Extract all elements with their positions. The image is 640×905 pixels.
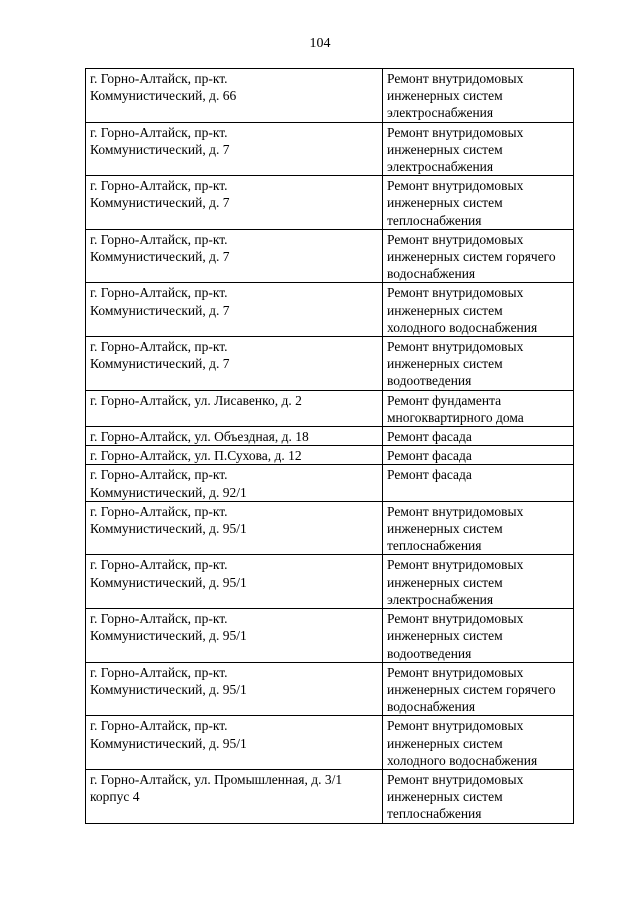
table-row [86, 337, 574, 391]
table-row [86, 176, 574, 230]
table-row [86, 501, 574, 555]
address-cell [86, 390, 383, 426]
work-type-text: Ремонт внутридомовых инженерных систем холодного водоснабжения [387, 285, 538, 335]
work-type-text: Ремонт фасада [387, 467, 472, 483]
table-row [86, 427, 574, 446]
table-row [86, 465, 574, 501]
address-text: г. Горно-Алтайск, пр-кт. Коммунистический, д. 92/1 [90, 467, 247, 500]
address-cell [86, 716, 383, 770]
address-text: г. Горно-Алтайск, ул. Объездная, д. 18 [90, 429, 309, 445]
work-type-text: Ремонт внутридомовых инженерных систем водоотведения [387, 339, 524, 389]
work-type-text: Ремонт внутридомовых инженерных систем электроснабжения [387, 124, 524, 175]
work-type-text: Ремонт фасада [387, 448, 472, 464]
table-row [86, 283, 574, 337]
table-row [86, 769, 574, 823]
work-type-cell [383, 176, 574, 230]
address-text: г. Горно-Алтайск, ул. Промышленная, д. 3/1 корпус 4 [90, 771, 343, 805]
address-cell [86, 446, 383, 465]
address-text: г. Горно-Алтайск, пр-кт. Коммунистический, д. 7 [90, 285, 230, 318]
address-text: г. Горно-Алтайск, пр-кт. Коммунистический, д. 95/1 [90, 718, 247, 751]
work-type-cell [383, 716, 574, 770]
work-type-cell [383, 427, 574, 446]
address-cell [86, 662, 383, 716]
address-cell [86, 122, 383, 176]
work-type-text: Ремонт фундамента многоквартирного дома [387, 392, 524, 425]
work-type-text: Ремонт внутридомовых инженерных систем холодного водоснабжения [387, 718, 538, 768]
table-row [86, 662, 574, 716]
address-cell [86, 283, 383, 337]
work-type-text: Ремонт внутридомовых инженерных систем электроснабжения [387, 71, 524, 121]
work-type-text: Ремонт внутридомовых инженерных систем теплоснабжения [387, 771, 524, 822]
page-number: 104 [309, 36, 331, 51]
work-type-text: Ремонт внутридомовых инженерных систем горячего водоснабжения [387, 664, 556, 715]
work-type-text: Ремонт внутридомовых инженерных систем теплоснабжения [387, 178, 524, 228]
table-row [86, 229, 574, 283]
table-row [86, 716, 574, 770]
work-type-cell [383, 465, 574, 501]
address-text: г. Горно-Алтайск, пр-кт. Коммунистический, д. 7 [90, 124, 230, 157]
address-cell [86, 337, 383, 391]
address-cell [86, 501, 383, 555]
work-type-text: Ремонт фасада [387, 429, 472, 445]
table-row [86, 122, 574, 176]
work-type-cell [383, 501, 574, 555]
work-type-cell [383, 229, 574, 283]
work-type-cell [383, 769, 574, 823]
address-cell [86, 609, 383, 663]
work-type-cell [383, 69, 574, 123]
work-type-text: Ремонт внутридомовых инженерных систем электроснабжения [387, 557, 524, 607]
table-row [86, 390, 574, 426]
work-type-cell [383, 555, 574, 609]
address-cell [86, 555, 383, 609]
work-type-cell [383, 283, 574, 337]
address-cell [86, 769, 383, 823]
address-cell [86, 69, 383, 123]
work-type-cell [383, 662, 574, 716]
work-type-text: Ремонт внутридомовых инженерных систем теплоснабжения [387, 503, 524, 554]
table-row [86, 69, 574, 123]
work-type-text: Ремонт внутридомовых инженерных систем водоотведения [387, 611, 524, 661]
address-text: г. Горно-Алтайск, пр-кт. Коммунистический, д. 95/1 [90, 664, 247, 697]
work-type-cell [383, 337, 574, 391]
address-text: г. Горно-Алтайск, пр-кт. Коммунистический, д. 95/1 [90, 557, 247, 590]
address-text: г. Горно-Алтайск, пр-кт. Коммунистический, д. 66 [90, 71, 237, 104]
work-type-cell [383, 122, 574, 176]
address-text: г. Горно-Алтайск, ул. Лисавенко, д. 2 [90, 392, 302, 408]
works-table [85, 68, 574, 824]
address-cell [86, 465, 383, 501]
address-text: г. Горно-Алтайск, пр-кт. Коммунистический, д. 95/1 [90, 611, 247, 644]
table-row [86, 555, 574, 609]
table-row [86, 446, 574, 465]
address-text: г. Горно-Алтайск, ул. П.Сухова, д. 12 [90, 448, 302, 464]
address-cell [86, 176, 383, 230]
address-cell [86, 427, 383, 446]
address-text: г. Горно-Алтайск, пр-кт. Коммунистический, д. 7 [90, 339, 230, 372]
address-cell [86, 229, 383, 283]
work-type-cell [383, 390, 574, 426]
address-text: г. Горно-Алтайск, пр-кт. Коммунистический, д. 95/1 [90, 503, 247, 537]
work-type-text: Ремонт внутридомовых инженерных систем горячего водоснабжения [387, 231, 556, 282]
address-text: г. Горно-Алтайск, пр-кт. Коммунистический, д. 7 [90, 231, 230, 265]
address-text: г. Горно-Алтайск, пр-кт. Коммунистический, д. 7 [90, 178, 230, 211]
table-row [86, 609, 574, 663]
work-type-cell [383, 446, 574, 465]
work-type-cell [383, 609, 574, 663]
